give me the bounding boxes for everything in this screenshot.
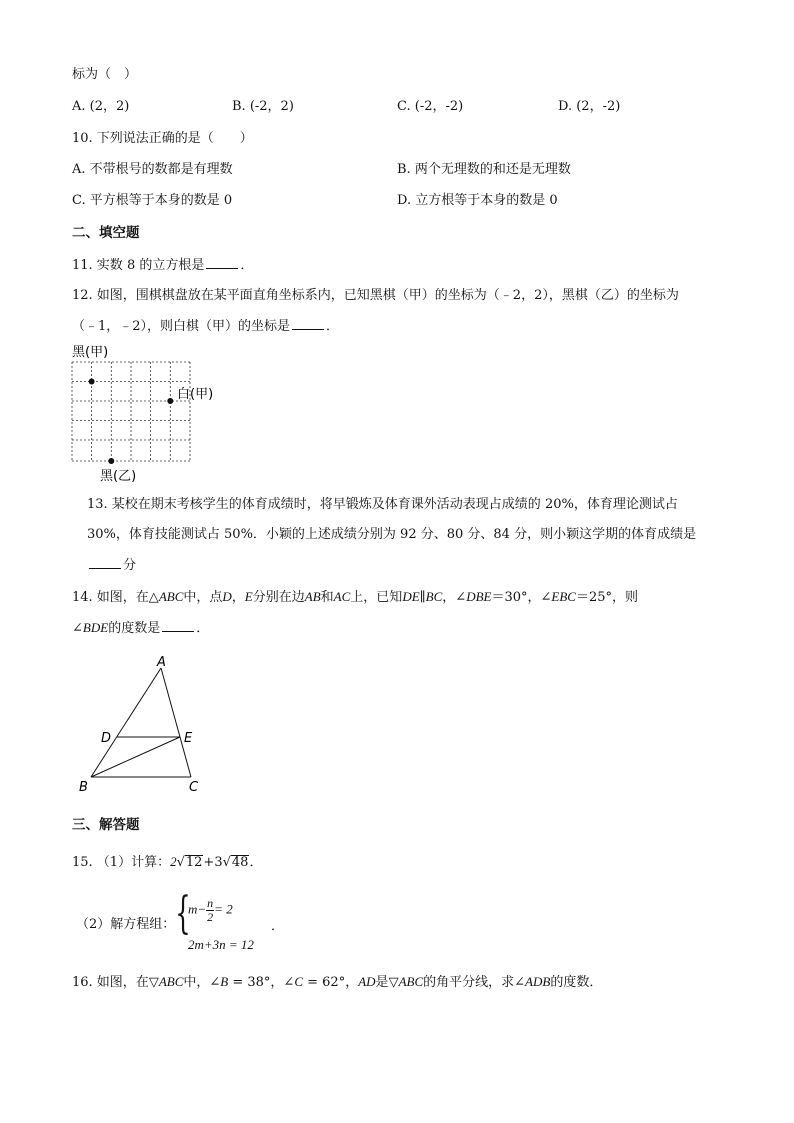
vertex-e-label: E — [184, 731, 193, 746]
q13-end: 分 — [123, 558, 137, 573]
eq1-right: = 2 — [214, 901, 233, 917]
q9-option-d: D. (2，-2) — [558, 99, 621, 114]
q16-angle-b: B — [220, 974, 229, 989]
q16-angle-c: C — [294, 974, 303, 989]
q14-answer-blank — [162, 619, 194, 632]
label-black-yi: 黑(乙) — [100, 469, 137, 484]
side-ab — [91, 668, 161, 777]
black-stone-jia — [89, 379, 95, 385]
q14-side-ab: AB — [304, 589, 321, 604]
q16-text: 是 — [375, 975, 389, 990]
q13-line2: 30%，体育技能测试占 50%．小颖的上述成绩分别为 92 分、80 分、84 分，则小颖这学期的体育成绩是 — [87, 527, 697, 542]
q15-part1: 15. （1）计算：2√12+3√48． — [72, 854, 263, 870]
q16-text: = 38°，∠ — [228, 975, 295, 990]
q14-text: ∠ — [72, 621, 83, 636]
q14-text: 中，点 — [183, 590, 223, 605]
q15-part1-end: ． — [249, 855, 263, 870]
q13-line3 — [87, 556, 136, 575]
q11-text: 11. 实数 8 的立方根是 — [72, 258, 205, 273]
q10-stem: 10. 下列说法正确的是（ ） — [72, 131, 253, 146]
side-ac — [161, 668, 191, 777]
q16-text: 16. 如图，在 — [72, 975, 149, 990]
q11-end: ． — [240, 258, 254, 273]
q11 — [72, 256, 253, 275]
section-heading-fill-blank: 二、填空题 — [72, 225, 140, 241]
q12-answer-blank — [292, 317, 324, 330]
q14-angle-ebc: EBC — [551, 589, 576, 604]
eq1-fraction — [206, 897, 214, 924]
q16-angle-adb: ADB — [525, 974, 551, 989]
q14-angle-bde: BDE — [82, 620, 109, 635]
q15-plus: +3 — [203, 855, 223, 870]
q16-text: 的角平分线，求∠ — [423, 975, 526, 990]
q13-line1: 13. 某校在期末考核学生的体育成绩时，将早锻炼及体育课外活动表现占成绩的 20%，体育理论测试占 — [87, 497, 678, 512]
fraction-numerator: n — [207, 896, 214, 910]
q14-text: ∥ — [419, 590, 426, 605]
q15-part2-label: （2）解方程组： — [76, 917, 176, 932]
q10-option-d: D. 立方根等于本身的数是 0 — [397, 193, 558, 208]
q14-text: 上，已知 — [350, 590, 403, 605]
label-black-jia: 黑(甲) — [72, 345, 109, 360]
q9-option-b: B. (-2，2) — [232, 99, 294, 114]
vertex-b-label: B — [79, 780, 88, 795]
q14-line2 — [72, 619, 209, 638]
q12-line1: 12. 如图，围棋棋盘放在某平面直角坐标系内，已知黑棋（甲）的坐标为（﹣2，2），黑棋（乙）的坐标为 — [72, 288, 679, 303]
q14-line1 — [72, 588, 638, 607]
go-board-figure — [68, 340, 248, 485]
q16-segment-ad: AD — [358, 974, 376, 989]
q14-point-d: D — [222, 589, 232, 604]
label-white-jia: 白(甲) — [177, 387, 214, 402]
q15-equation2: 2m+3n = 12 — [188, 937, 254, 952]
q14-segment-bc: BC — [425, 589, 443, 604]
q14-triangle-abc: ABC — [158, 589, 184, 604]
q14-text: ，∠ — [442, 590, 467, 605]
black-stone-yi — [108, 458, 114, 464]
fraction-denominator: 2 — [207, 910, 214, 924]
q9-option-a: A. (2，2) — [72, 99, 130, 114]
vertex-c-label: C — [189, 780, 199, 795]
q14-segment-de: DE — [402, 589, 420, 604]
q16: 16. 如图，在▽ABC中，∠B = 38°，∠C = 62°，AD是▽ABC的角平分线，求∠ADB的度数． — [72, 974, 603, 990]
q12-line2-text: （﹣1，﹣2），则白棋（甲）的坐标是 — [72, 319, 291, 334]
q15-equation1 — [188, 897, 233, 924]
q15-radicand1: 12 — [185, 855, 203, 870]
q10-option-a: A. 不带根号的数都是有理数 — [72, 162, 233, 177]
triangle-figure — [70, 650, 220, 798]
q14-text: 的度数是 — [108, 621, 161, 636]
q9-option-c: C. (-2，-2) — [397, 99, 464, 114]
q13-answer-blank — [89, 556, 121, 569]
q14-text: ＝25°，则 — [575, 590, 639, 605]
q15-part2-end: ． — [271, 919, 285, 934]
q10-option-b: B. 两个无理数的和还是无理数 — [397, 162, 571, 177]
vertex-d-label: D — [101, 731, 112, 746]
q14-angle-dbe: DBE — [466, 589, 492, 604]
board-grid — [72, 362, 190, 461]
q14-end: ． — [196, 621, 210, 636]
q14-text: 14. 如图，在△ — [72, 590, 159, 605]
q9-stem-tail: 标为（ ） — [72, 67, 138, 82]
q16-text: = 62°， — [303, 975, 359, 990]
q15-radicand2: 48 — [231, 855, 249, 870]
vertex-a-label: A — [157, 655, 166, 670]
q15-part1-text: 15. （1）计算： — [72, 855, 171, 870]
q14-side-ac: AC — [333, 589, 351, 604]
q14-text: ＝30°，∠ — [491, 590, 552, 605]
q14-text: 分别在边 — [252, 590, 305, 605]
white-stone-jia — [167, 398, 173, 404]
section-heading-solve: 三、解答题 — [72, 817, 140, 833]
q14-text: 和 — [320, 590, 334, 605]
q11-answer-blank — [206, 256, 238, 269]
q16-triangle-abc: ABC — [158, 974, 184, 989]
q16-text: 的度数． — [550, 975, 603, 990]
q10-option-c: C. 平方根等于本身的数是 0 — [72, 193, 233, 208]
q12-end: ． — [326, 319, 340, 334]
q14-text: ， — [231, 590, 245, 605]
q15-coef1: 2 — [170, 854, 177, 869]
q12-line2 — [72, 317, 339, 336]
system-brace: { — [175, 888, 191, 939]
q16-triangle-abc: ABC — [398, 974, 424, 989]
eq1-left: m− — [188, 901, 207, 917]
q16-text: 中，∠ — [183, 975, 221, 990]
q14-point-e: E — [244, 589, 253, 604]
